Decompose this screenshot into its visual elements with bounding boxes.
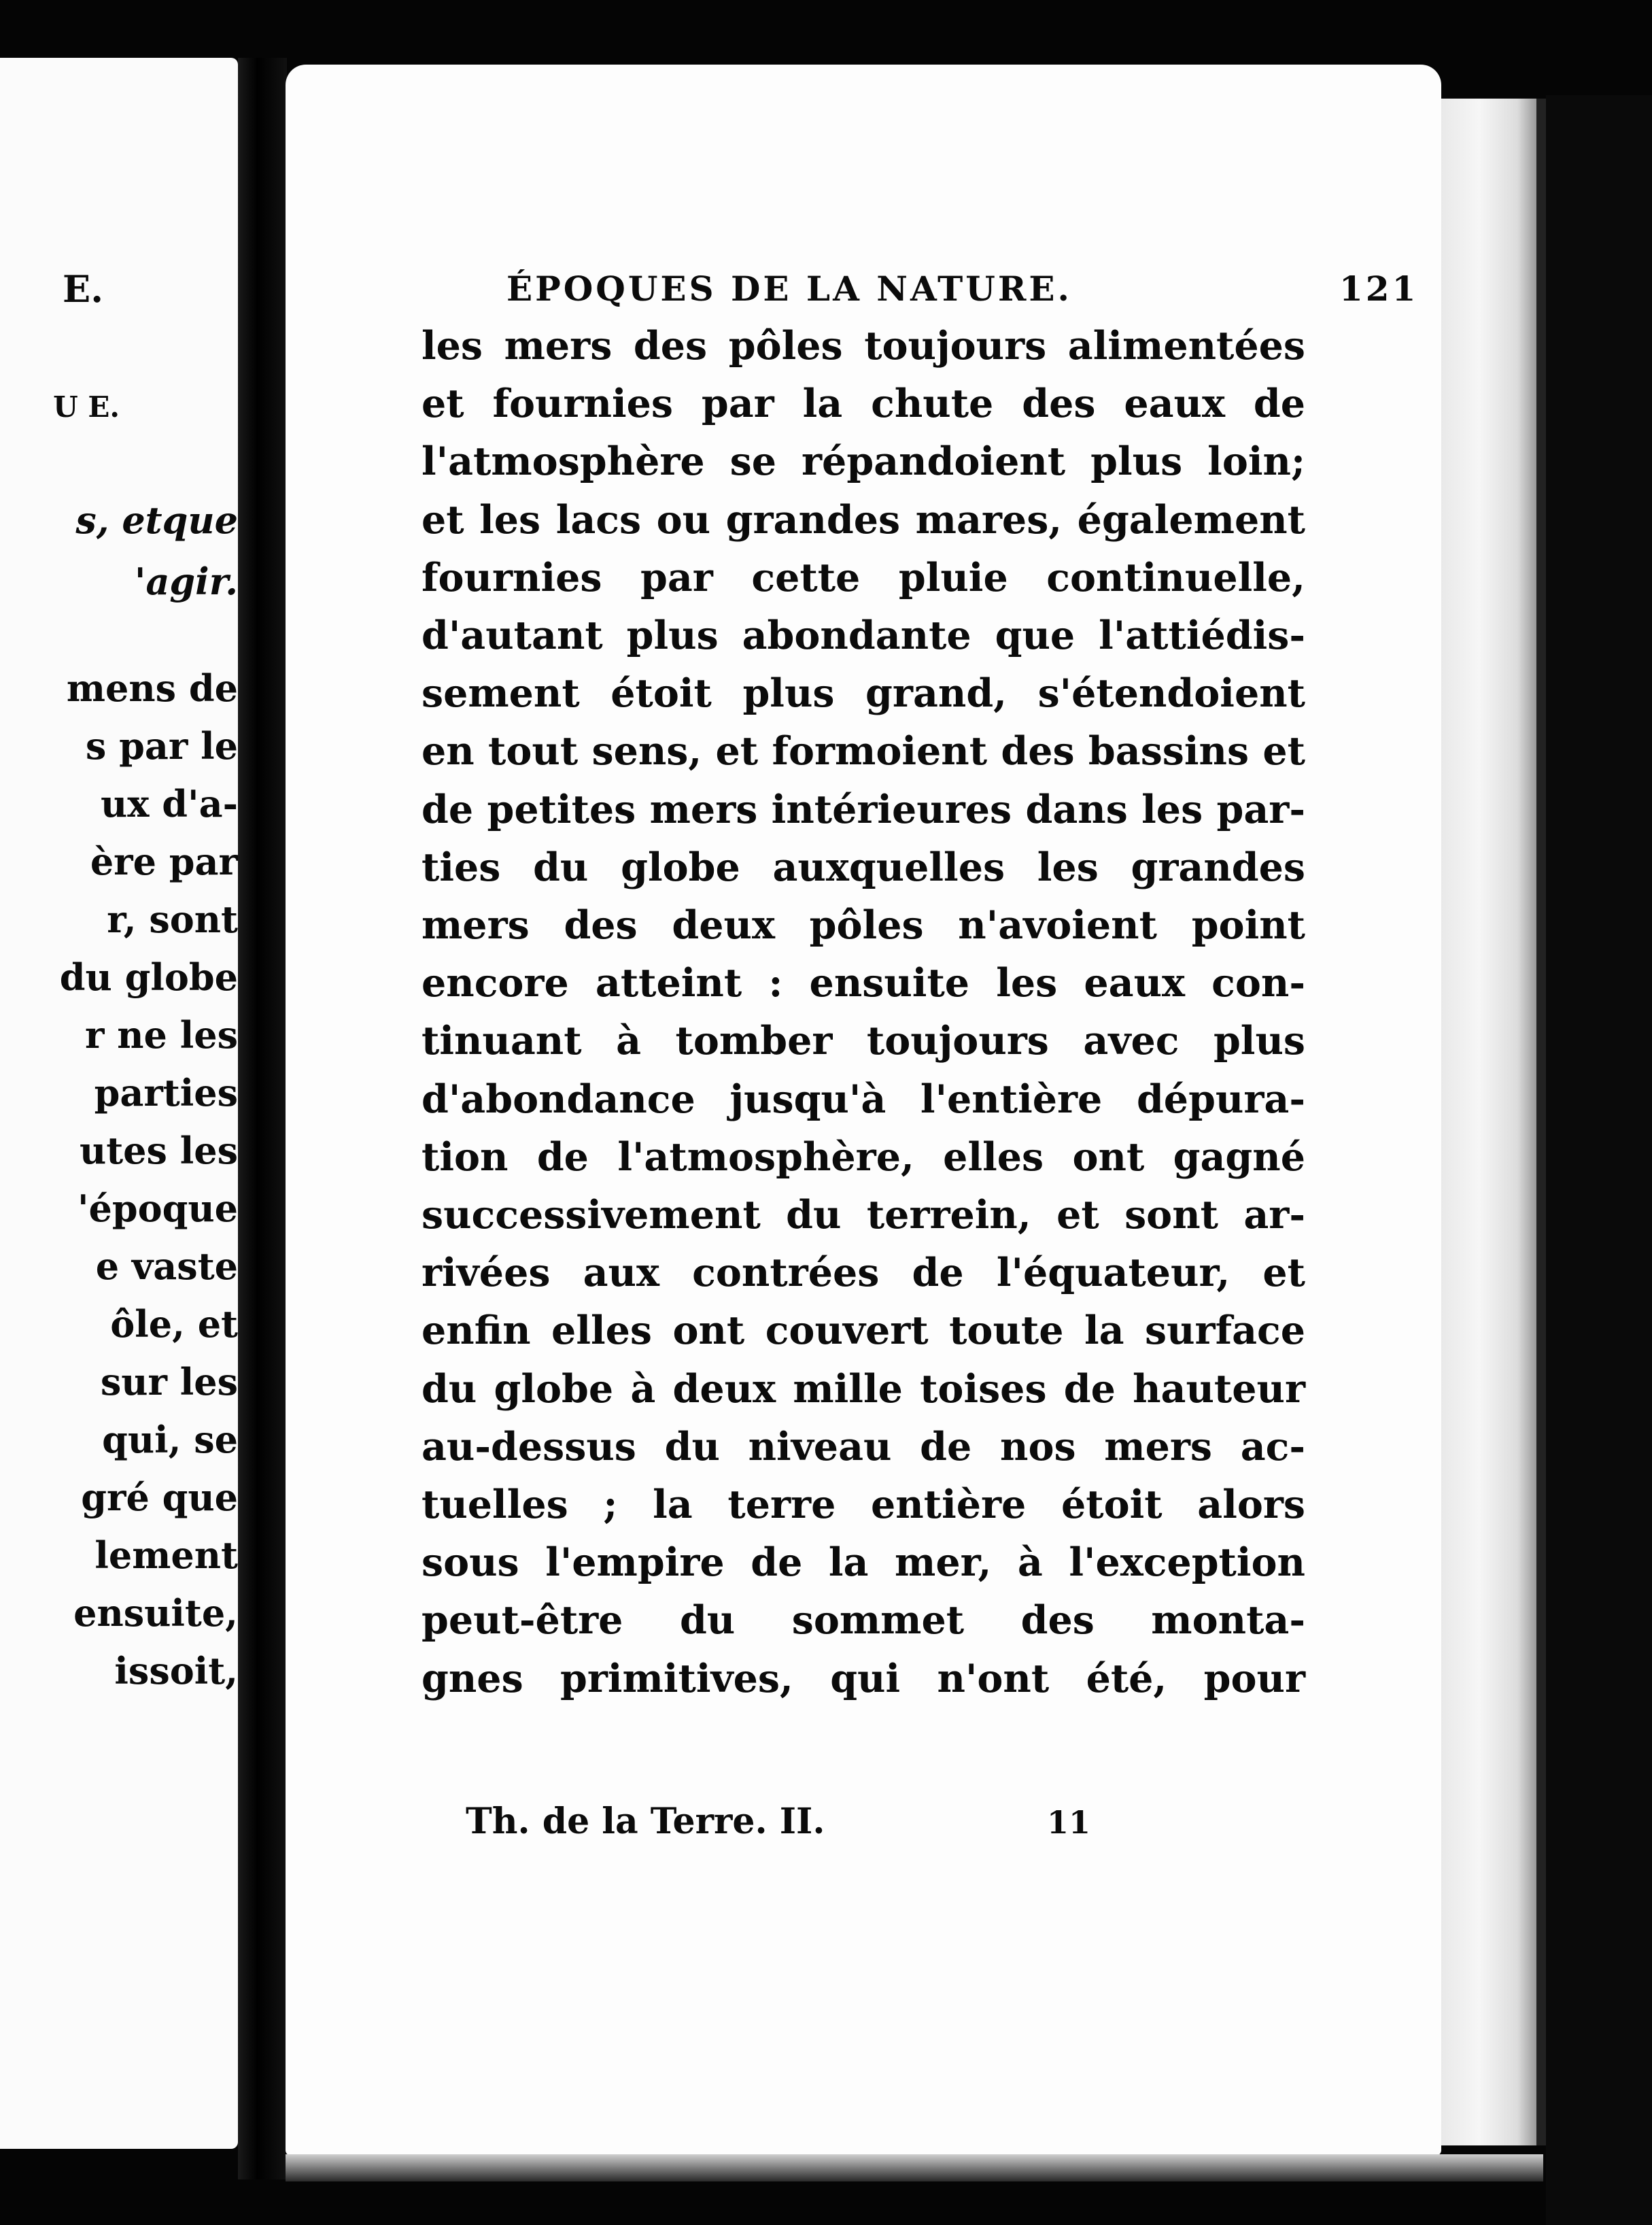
left-page-line: lement xyxy=(94,1533,238,1577)
left-page-line: 'agir. xyxy=(134,560,238,603)
left-page-line: parties xyxy=(94,1071,238,1115)
body-line: fournies par cette pluie continuelle, xyxy=(421,555,1305,600)
body-line: ties du globe auxquelles les grandes xyxy=(421,845,1305,890)
left-page-line: s, etque xyxy=(75,498,238,542)
left-page-line: ensuite, xyxy=(73,1591,238,1635)
left-page-line: s par le xyxy=(85,724,238,768)
body-line: de petites mers intérieures dans les par- xyxy=(421,787,1305,832)
left-page-line: E. xyxy=(63,267,103,311)
body-line: gnes primitives, qui n'ont été, pour xyxy=(421,1656,1305,1701)
body-line: successivement du terrein, et sont ar- xyxy=(421,1192,1305,1238)
body-line: mers des deux pôles n'avoient point xyxy=(421,902,1305,948)
body-line: du globe à deux mille toises de hauteur xyxy=(421,1366,1305,1412)
body-line: et les lacs ou grandes mares, également xyxy=(421,497,1305,543)
left-page-line: 'époque xyxy=(77,1187,238,1230)
body-line: au-dessus du niveau de nos mers ac- xyxy=(421,1424,1305,1470)
left-page-line: ux d'a- xyxy=(101,782,238,826)
signature-mark: 11 xyxy=(1047,1804,1091,1841)
page-edges xyxy=(1441,99,1546,2145)
body-line: peut-être du sommet des monta- xyxy=(421,1597,1305,1643)
left-page-line: qui, se xyxy=(102,1418,238,1461)
scan-border xyxy=(1546,95,1652,2225)
bottom-page-edge xyxy=(286,2154,1543,2181)
running-head-title: ÉPOQUES DE LA NATURE. xyxy=(506,269,1072,309)
body-line: enfin elles ont couvert toute la surface xyxy=(421,1308,1305,1353)
left-page xyxy=(0,58,238,2149)
left-page-line: e vaste xyxy=(95,1244,238,1288)
body-line: et fournies par la chute des eaux de xyxy=(421,381,1305,426)
left-page-line: gré que xyxy=(81,1476,238,1519)
left-page-line: du globe xyxy=(59,955,238,999)
signature-line: Th. de la Terre. II. xyxy=(466,1801,825,1842)
left-page-line: U E. xyxy=(53,390,120,424)
left-page-line: utes les xyxy=(79,1129,238,1172)
left-page-line: r, sont xyxy=(107,898,238,941)
body-line: rivées aux contrées de l'équateur, et xyxy=(421,1250,1305,1295)
book-gutter xyxy=(238,58,287,2179)
body-line: les mers des pôles toujours alimentées xyxy=(421,323,1305,369)
body-line: tion de l'atmosphère, elles ont gagné xyxy=(421,1134,1305,1180)
body-line: d'abondance jusqu'à l'entière dépura- xyxy=(421,1076,1305,1122)
left-page-line: sur les xyxy=(100,1360,238,1404)
left-page-line: ôle, et xyxy=(110,1302,238,1346)
body-line: sement étoit plus grand, s'étendoient xyxy=(421,670,1305,716)
body-line: sous l'empire de la mer, à l'exception xyxy=(421,1540,1305,1585)
body-line: l'atmosphère se répandoient plus loin; xyxy=(421,439,1305,484)
body-line: en tout sens, et formoient des bassins et xyxy=(421,728,1305,774)
left-page-line: ère par xyxy=(90,840,238,883)
page-number: 121 xyxy=(1339,269,1419,309)
left-page-line: mens de xyxy=(66,666,238,710)
body-line: tinuant à tomber toujours avec plus xyxy=(421,1018,1305,1064)
left-page-line: issoit, xyxy=(114,1649,238,1693)
right-page xyxy=(286,65,1441,2156)
body-line: encore atteint : ensuite les eaux con- xyxy=(421,960,1305,1006)
body-line: tuelles ; la terre entière étoit alors xyxy=(421,1482,1305,1527)
body-line: d'autant plus abondante que l'attiédis- xyxy=(421,613,1305,658)
left-page-line: r ne les xyxy=(85,1013,238,1057)
